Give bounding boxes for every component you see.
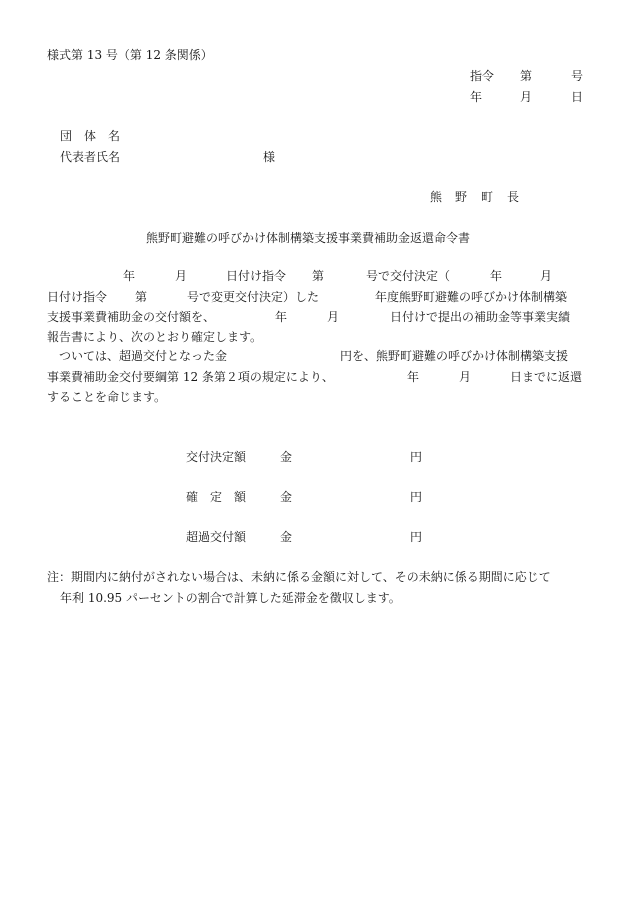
note-line-2: 年利 10.95 パーセントの割合で計算した延滞金を徴収します。	[60, 591, 401, 605]
amount-kin: 金	[280, 450, 293, 464]
amount-kin: 金	[280, 530, 293, 544]
date-day: 日	[571, 90, 584, 104]
reference-go: 号	[571, 69, 584, 83]
body-l6-year: 年	[407, 370, 420, 384]
body-l2-dai: 第	[135, 290, 148, 304]
body-l1-dai: 第	[312, 269, 325, 283]
reference-prefix: 指令	[470, 69, 495, 83]
amount-label: 交付決定額	[186, 450, 247, 464]
body-l6-hi: 日までに返還	[510, 370, 583, 384]
org-label-1: 団	[60, 129, 73, 143]
date-year: 年	[470, 90, 483, 104]
amount-yen: 円	[410, 530, 423, 544]
body-l2-henko: 号で変更交付決定）した	[187, 290, 320, 304]
body-l3-text: 支援事業費補助金の交付額を、	[47, 310, 216, 324]
issuer-char-2: 野	[455, 190, 468, 204]
body-l1-month2: 月	[540, 269, 553, 283]
body-l7: することを命じます。	[47, 390, 167, 404]
issuer-char-1: 熊	[430, 190, 443, 204]
issuer-char-4: 長	[507, 190, 520, 204]
amount-yen: 円	[410, 490, 423, 504]
body-l5-en: 円を、熊野町避難の呼びかけ体制構築支援	[340, 349, 569, 363]
issuer-char-3: 町	[481, 190, 494, 204]
org-label-3: 名	[108, 129, 121, 143]
note-line-1: 注：期間内に納付がされない場合は、未納に係る金額に対して、その未納に係る期間に応じて	[47, 570, 551, 584]
representative-label: 代表者氏名	[60, 150, 121, 164]
body-l3-teishutsu: 日付けで提出の補助金等事業実績	[390, 310, 571, 324]
org-label-2: 体	[84, 129, 97, 143]
body-l1-shirei: 日付け指令	[226, 269, 287, 283]
body-l6-text: 事業費補助金交付要綱第 12 条第２項の規定により、	[47, 370, 334, 384]
body-l4: 報告書により、次のとおり確定します。	[47, 330, 263, 344]
body-l1-year2: 年	[490, 269, 503, 283]
document-title: 熊野町避難の呼びかけ体制構築支援事業費補助金返還命令書	[146, 231, 471, 245]
amount-kin: 金	[280, 490, 293, 504]
reference-dai: 第	[520, 69, 533, 83]
honorific: 様	[263, 150, 276, 164]
body-l3-year: 年	[275, 310, 288, 324]
amount-label: 超過交付額	[186, 530, 247, 544]
amount-yen: 円	[410, 450, 423, 464]
body-l3-month: 月	[327, 310, 340, 324]
amount-label: 確 定 額	[186, 490, 247, 504]
body-l1-kofu: 号で交付決定（	[366, 269, 451, 283]
body-l6-month: 月	[459, 370, 472, 384]
date-month: 月	[520, 90, 533, 104]
body-l1-month: 月	[175, 269, 188, 283]
body-l2-nendo: 年度熊野町避難の呼びかけ体制構築	[375, 290, 568, 304]
body-l5-text: ついては、超過交付となった金	[59, 349, 228, 363]
body-l1-year: 年	[123, 269, 136, 283]
body-l2-shirei: 日付け指令	[47, 290, 108, 304]
form-number: 様式第 13 号（第 12 条関係）	[47, 48, 213, 62]
